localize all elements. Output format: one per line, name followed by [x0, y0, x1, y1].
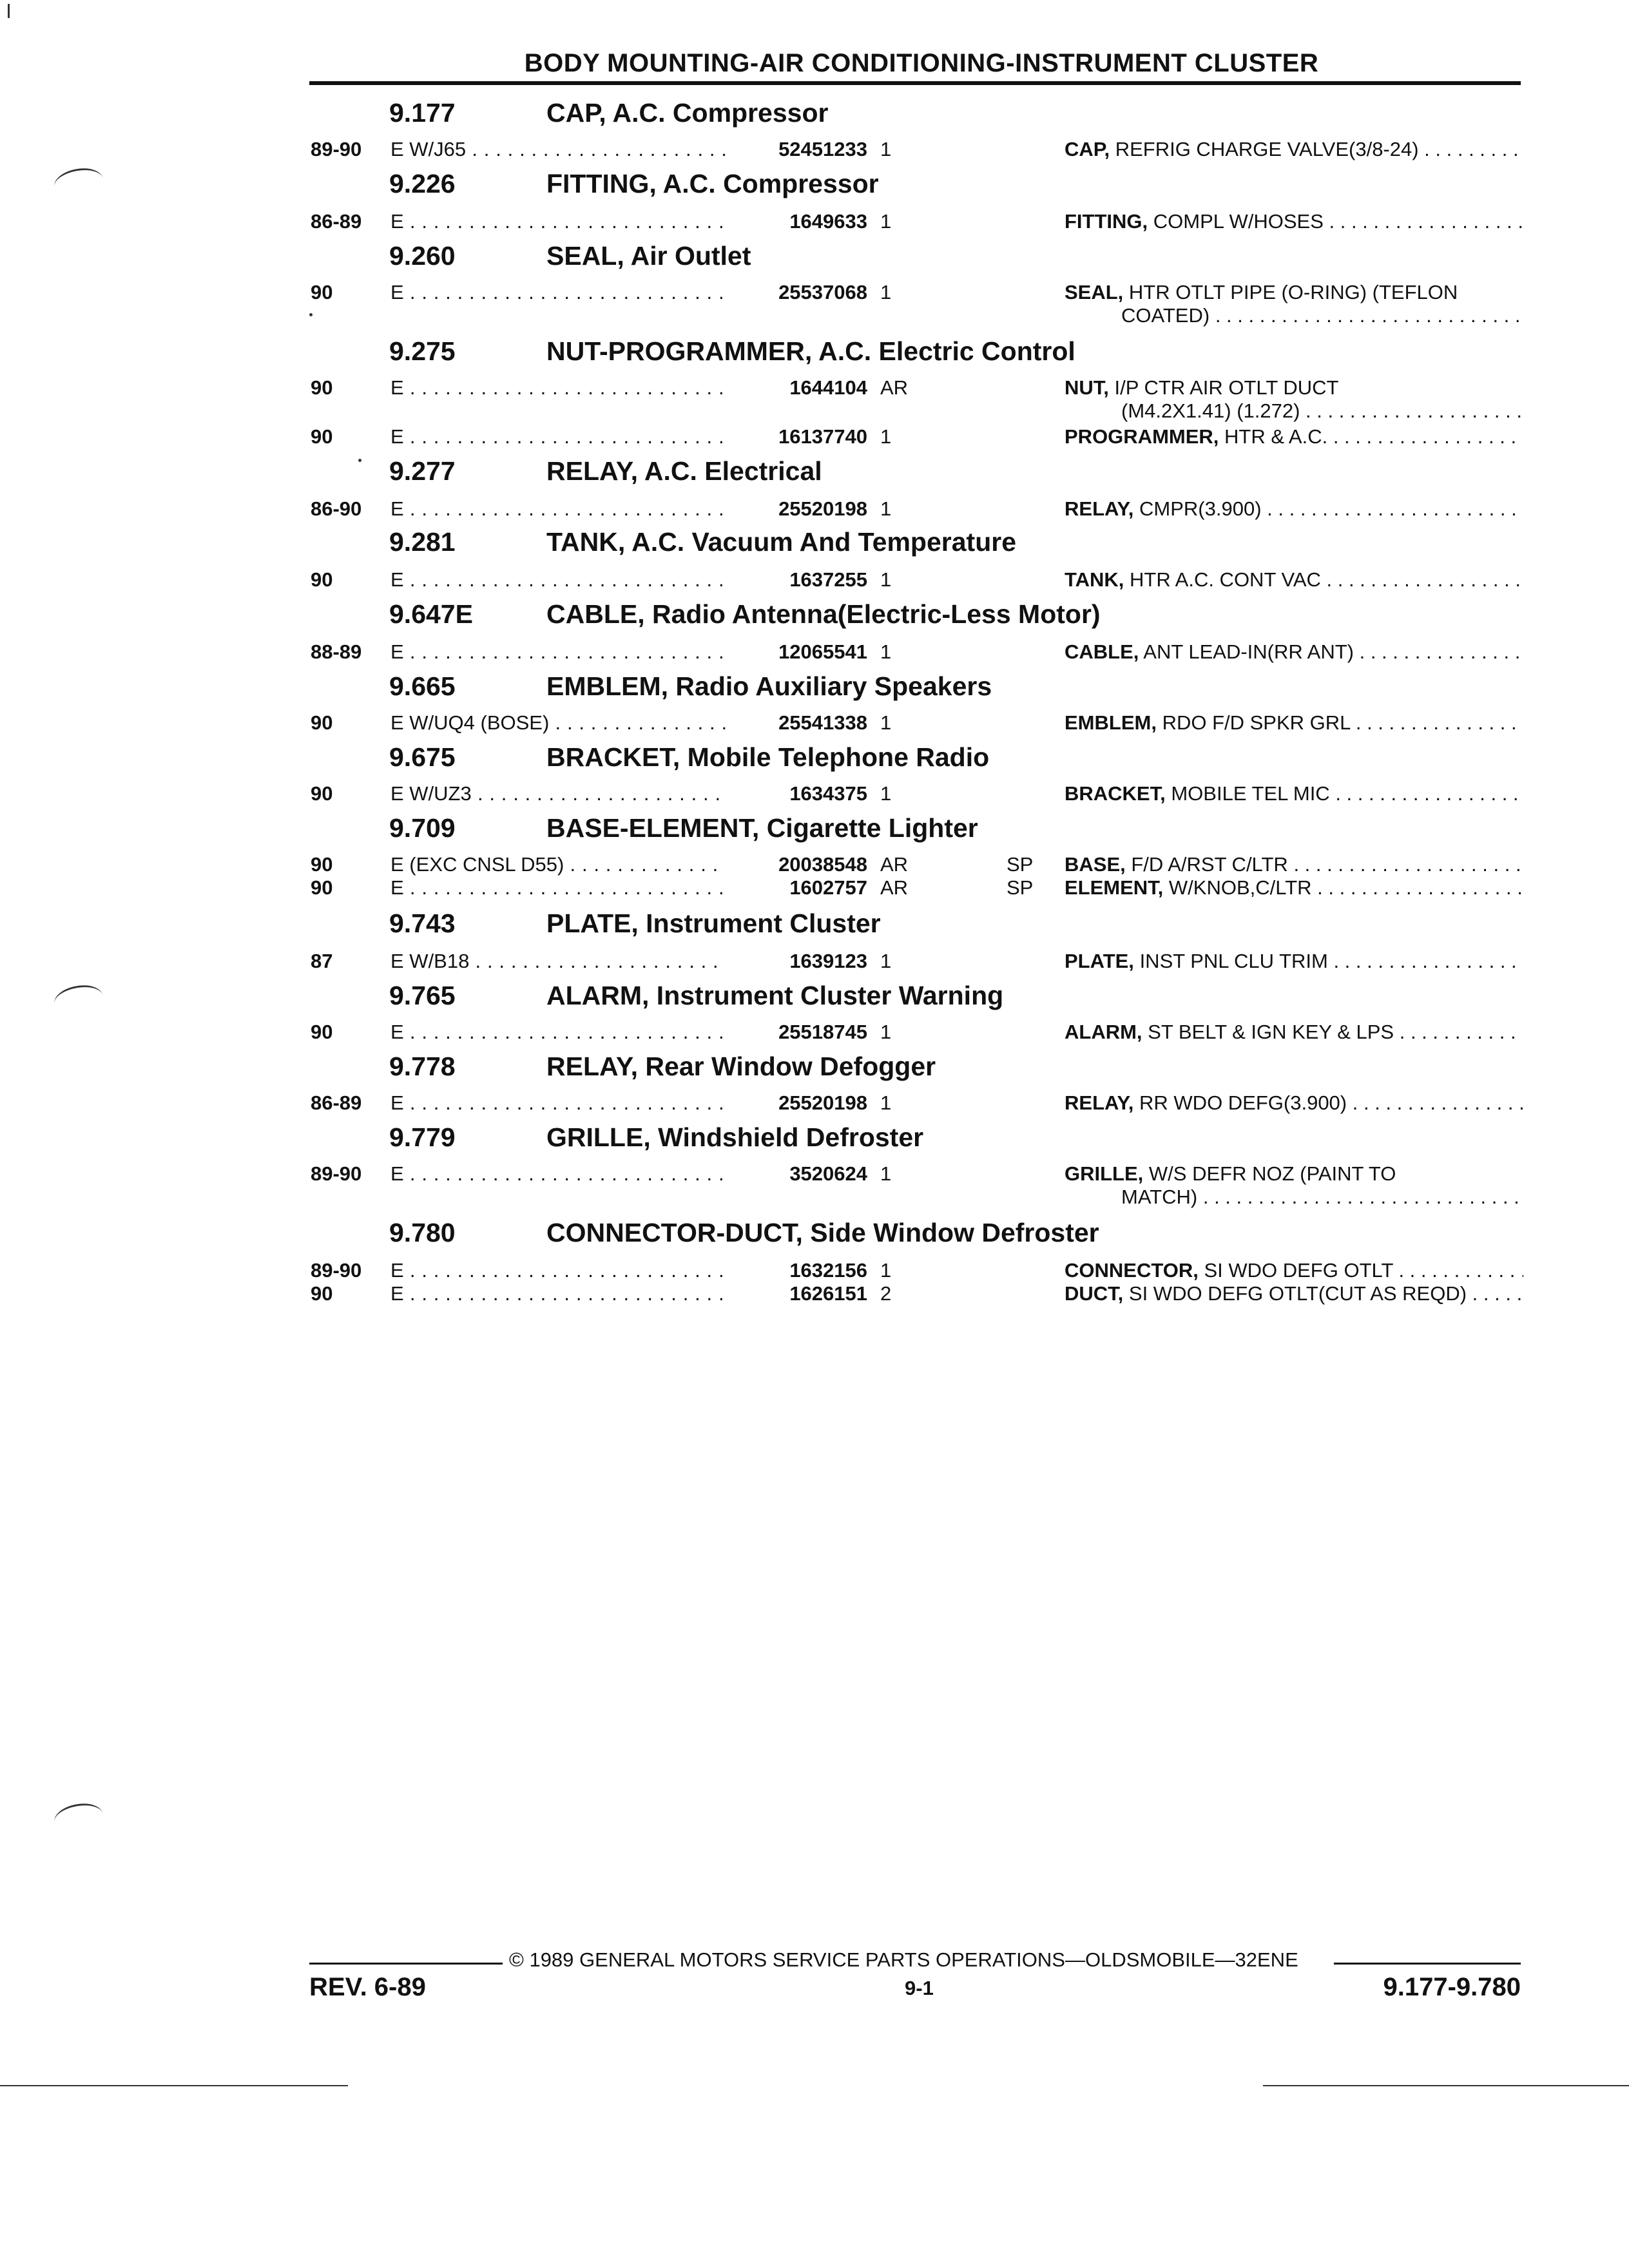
quantity: 1 — [880, 497, 892, 520]
part-description — [1065, 876, 1523, 899]
section-title: TANK, A.C. Vacuum And Temperature — [546, 527, 1016, 557]
part-description-text: HTR OTLT PIPE (O-RING) (TEFLON — [1128, 281, 1458, 303]
quantity: 1 — [880, 1259, 892, 1282]
quantity: 1 — [880, 1091, 892, 1114]
part-noun: RELAY, — [1065, 1091, 1134, 1114]
part-description-text: CMPR(3.900) . . . — [1139, 497, 1523, 520]
section-number: 9.780 — [389, 1218, 456, 1247]
section-title: CAP, A.C. Compressor — [546, 98, 829, 128]
section-number: 9.743 — [389, 908, 456, 938]
quantity: 2 — [880, 1282, 892, 1305]
model-years: 90 — [311, 876, 333, 899]
model-years: 90 — [311, 281, 333, 303]
part-number: 25518745 — [778, 1021, 867, 1043]
part-row — [0, 1282, 1629, 1305]
part-row — [0, 497, 1629, 521]
section-title: GRILLE, Windshield Defroster — [546, 1122, 924, 1152]
section-title: CABLE, Radio Antenna(Electric-Less Motor) — [546, 599, 1101, 629]
section-title: CONNECTOR-DUCT, Side Window Defroster — [546, 1218, 1099, 1247]
part-description-text: W/S DEFR NOZ (PAINT TO — [1148, 1162, 1396, 1185]
part-noun: RELAY, — [1065, 497, 1134, 520]
part-description-text: INST PNL CLU TRIM . . . — [1140, 950, 1523, 972]
quantity: 1 — [880, 711, 892, 734]
quantity: 1 — [880, 640, 892, 663]
part-description-continued-text: COATED) . . . — [1121, 304, 1523, 327]
part-number: 1644104 — [789, 376, 867, 399]
part-number: 1634375 — [789, 782, 867, 805]
part-noun: BASE, — [1065, 853, 1126, 876]
footer-rule-left — [309, 1963, 503, 1965]
part-description — [1065, 950, 1523, 973]
footer-revision: REV. 6-89 — [309, 1973, 426, 2001]
usage-code: E W/UQ4 (BOSE) . . . — [390, 711, 726, 735]
usage-code: E . . . — [390, 1282, 726, 1305]
scan-speck — [309, 313, 313, 316]
part-row — [0, 853, 1629, 876]
part-row — [0, 1021, 1629, 1044]
part-number: 1637255 — [789, 568, 867, 591]
section-title: SEAL, Air Outlet — [546, 241, 751, 271]
part-description — [1065, 640, 1523, 664]
usage-code: E . . . — [390, 210, 726, 233]
part-number: 1632156 — [789, 1259, 867, 1282]
section-number: 9.675 — [389, 742, 456, 772]
scan-speck — [358, 459, 361, 462]
part-noun: CONNECTOR, — [1065, 1259, 1199, 1282]
part-description-text: W/KNOB,C/LTR . . . — [1169, 876, 1523, 899]
part-description — [1065, 210, 1523, 233]
model-years: 90 — [311, 1021, 333, 1043]
section-number: 9.765 — [389, 981, 456, 1010]
footer-page-number: 9-1 — [905, 1977, 934, 1999]
part-description-text: I/P CTR AIR OTLT DUCT — [1114, 376, 1339, 399]
model-years: 89-90 — [311, 1259, 362, 1282]
part-description-continued — [1121, 1186, 1523, 1209]
footer-rule-right — [1334, 1963, 1521, 1965]
part-noun: TANK, — [1065, 568, 1124, 591]
part-noun: SEAL, — [1065, 281, 1124, 303]
usage-code: E . . . — [390, 568, 726, 591]
part-description — [1065, 281, 1523, 304]
part-description — [1065, 425, 1523, 448]
part-description-continued-text: MATCH) . . . — [1121, 1186, 1523, 1208]
quantity: AR — [880, 876, 909, 899]
usage-code: E . . . — [390, 876, 726, 899]
part-row-continuation — [0, 1186, 1629, 1209]
header-rule — [309, 81, 1521, 85]
model-years: 90 — [311, 376, 333, 399]
part-noun: PLATE, — [1065, 950, 1134, 972]
model-years: 90 — [311, 782, 333, 805]
section-title: RELAY, A.C. Electrical — [546, 456, 822, 486]
usage-code: E . . . — [390, 425, 726, 448]
part-description — [1065, 376, 1523, 399]
section-number: 9.665 — [389, 671, 456, 701]
section-number: 9.778 — [389, 1052, 456, 1081]
section-title: NUT-PROGRAMMER, A.C. Electric Control — [546, 336, 1075, 366]
part-description-text: HTR A.C. CONT VAC . . . — [1130, 568, 1523, 591]
part-number: 25537068 — [778, 281, 867, 303]
part-noun: BRACKET, — [1065, 782, 1166, 805]
part-number: 52451233 — [778, 138, 867, 160]
model-years: 90 — [311, 1282, 333, 1305]
part-noun: CABLE, — [1065, 640, 1139, 663]
part-row — [0, 138, 1629, 161]
sp-flag: SP — [1007, 853, 1034, 876]
part-description-text: COMPL W/HOSES . . . — [1153, 210, 1523, 233]
usage-code: E . . . — [390, 376, 726, 399]
part-description-continued — [1121, 399, 1523, 423]
part-description — [1065, 782, 1523, 805]
part-number: 1602757 — [789, 876, 867, 899]
part-number: 1626151 — [789, 1282, 867, 1305]
scan-speck — [8, 4, 10, 18]
usage-code: E . . . — [390, 281, 726, 304]
model-years: 89-90 — [311, 138, 362, 160]
part-description-text: RDO F/D SPKR GRL . . . — [1162, 711, 1523, 734]
usage-code: E W/UZ3 . . . — [390, 782, 726, 805]
part-row — [0, 425, 1629, 448]
usage-code: E . . . — [390, 1259, 726, 1282]
part-description — [1065, 497, 1523, 521]
part-description-continued-text: (M4.2X1.41) (1.272) . . . — [1121, 399, 1523, 422]
model-years: 87 — [311, 950, 333, 972]
part-noun: CAP, — [1065, 138, 1110, 160]
quantity: AR — [880, 853, 909, 876]
part-number: 12065541 — [778, 640, 867, 663]
part-description — [1065, 1162, 1523, 1186]
part-row — [0, 782, 1629, 805]
section-number: 9.177 — [389, 98, 456, 128]
page-header-title: BODY MOUNTING-AIR CONDITIONING-INSTRUMENT CLUSTER — [524, 49, 1319, 77]
part-description-text: REFRIG CHARGE VALVE(3/8-24) . . . — [1115, 138, 1523, 160]
section-number: 9.226 — [389, 169, 456, 198]
quantity: 1 — [880, 210, 892, 233]
part-description — [1065, 138, 1523, 161]
section-number: 9.647E — [389, 599, 473, 629]
part-description — [1065, 711, 1523, 735]
part-description-text: SI WDO DEFG OTLT . . . — [1204, 1259, 1523, 1282]
part-noun: DUCT, — [1065, 1282, 1124, 1305]
part-row — [0, 568, 1629, 591]
part-description — [1065, 853, 1523, 876]
part-row — [0, 210, 1629, 233]
usage-code: E . . . — [390, 1162, 726, 1186]
quantity: 1 — [880, 950, 892, 972]
part-description-text: MOBILE TEL MIC . . . — [1171, 782, 1523, 805]
section-title: RELAY, Rear Window Defogger — [546, 1052, 936, 1081]
part-number: 3520624 — [789, 1162, 867, 1185]
model-years: 86-90 — [311, 497, 362, 520]
part-row — [0, 376, 1629, 399]
section-title: ALARM, Instrument Cluster Warning — [546, 981, 1004, 1010]
part-noun: NUT, — [1065, 376, 1109, 399]
part-description-text: F/D A/RST C/LTR . . . — [1131, 853, 1523, 876]
quantity: AR — [880, 376, 909, 399]
section-number: 9.275 — [389, 336, 456, 366]
part-description-continued — [1121, 304, 1523, 327]
part-row — [0, 1259, 1629, 1282]
part-description-text: HTR & A.C. . . . — [1224, 425, 1523, 448]
margin-mark — [52, 982, 105, 1018]
model-years: 86-89 — [311, 210, 362, 233]
part-row — [0, 640, 1629, 664]
quantity: 1 — [880, 568, 892, 591]
part-description — [1065, 1282, 1523, 1305]
section-title: FITTING, A.C. Compressor — [546, 169, 879, 198]
usage-code: E W/J65 . . . — [390, 138, 726, 161]
part-number: 1639123 — [789, 950, 867, 972]
part-noun: ALARM, — [1065, 1021, 1142, 1043]
model-years: 88-89 — [311, 640, 362, 663]
part-row — [0, 876, 1629, 899]
part-row — [0, 1091, 1629, 1115]
quantity: 1 — [880, 1021, 892, 1043]
usage-code: E . . . — [390, 1091, 726, 1115]
part-description — [1065, 1021, 1523, 1044]
section-title: BASE-ELEMENT, Cigarette Lighter — [546, 813, 978, 843]
model-years: 90 — [311, 711, 333, 734]
part-number: 20038548 — [778, 853, 867, 876]
part-number: 1649633 — [789, 210, 867, 233]
model-years: 90 — [311, 425, 333, 448]
model-years: 89-90 — [311, 1162, 362, 1185]
usage-code: E . . . — [390, 640, 726, 664]
section-number: 9.779 — [389, 1122, 456, 1152]
part-row-continuation — [0, 399, 1629, 423]
footer-copyright: © 1989 GENERAL MOTORS SERVICE PARTS OPERATIONS—OLDSMOBILE—32ENE — [509, 1948, 1298, 1971]
part-row — [0, 1162, 1629, 1186]
scan-edge-line — [1263, 2085, 1629, 2086]
model-years: 90 — [311, 568, 333, 591]
quantity: 1 — [880, 138, 892, 160]
section-title: EMBLEM, Radio Auxiliary Speakers — [546, 671, 992, 701]
part-row — [0, 711, 1629, 735]
part-noun: ELEMENT, — [1065, 876, 1164, 899]
part-description — [1065, 1259, 1523, 1282]
part-row — [0, 950, 1629, 973]
section-title: BRACKET, Mobile Telephone Radio — [546, 742, 990, 772]
part-noun: PROGRAMMER, — [1065, 425, 1219, 448]
quantity: 1 — [880, 782, 892, 805]
part-row-continuation — [0, 304, 1629, 327]
part-number: 25541338 — [778, 711, 867, 734]
part-noun: FITTING, — [1065, 210, 1148, 233]
usage-code: E (EXC CNSL D55) . . . — [390, 853, 726, 876]
part-noun: EMBLEM, — [1065, 711, 1157, 734]
part-description — [1065, 1091, 1523, 1115]
part-number: 16137740 — [778, 425, 867, 448]
section-number: 9.260 — [389, 241, 456, 271]
quantity: 1 — [880, 281, 892, 303]
section-number: 9.709 — [389, 813, 456, 843]
margin-mark — [52, 1800, 105, 1836]
part-description-text: ANT LEAD-IN(RR ANT) . . . — [1143, 640, 1523, 663]
part-description-text: RR WDO DEFG(3.900) . . . — [1139, 1091, 1523, 1114]
margin-mark — [52, 165, 105, 201]
usage-code: E . . . — [390, 497, 726, 521]
part-description-text: ST BELT & IGN KEY & LPS . . . — [1148, 1021, 1523, 1043]
quantity: 1 — [880, 425, 892, 448]
model-years: 90 — [311, 853, 333, 876]
usage-code: E . . . — [390, 1021, 726, 1044]
part-description — [1065, 568, 1523, 591]
quantity: 1 — [880, 1162, 892, 1185]
section-number: 9.281 — [389, 527, 456, 557]
part-number: 25520198 — [778, 1091, 867, 1114]
section-number: 9.277 — [389, 456, 456, 486]
part-description-text: SI WDO DEFG OTLT(CUT AS REQD) . . . — [1129, 1282, 1523, 1305]
part-number: 25520198 — [778, 497, 867, 520]
footer-section-range: 9.177-9.780 — [1383, 1973, 1521, 2001]
section-title: PLATE, Instrument Cluster — [546, 908, 881, 938]
sp-flag: SP — [1007, 876, 1034, 899]
model-years: 86-89 — [311, 1091, 362, 1114]
usage-code: E W/B18 . . . — [390, 950, 726, 973]
part-noun: GRILLE, — [1065, 1162, 1144, 1185]
scan-edge-line — [0, 2085, 348, 2086]
part-row — [0, 281, 1629, 304]
